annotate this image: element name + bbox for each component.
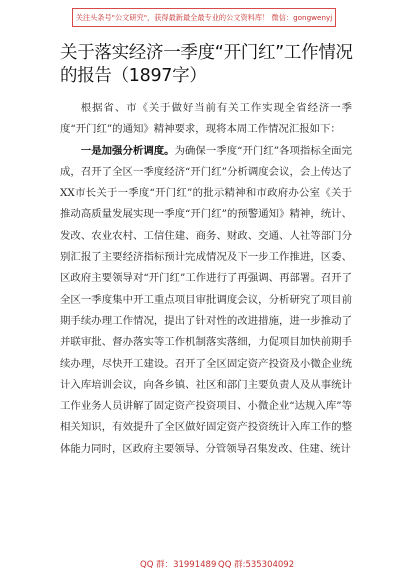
header-banner-text: 关注头条号"公文研究"，获得最新最全最专业的公文资料库！ 微信：gongwenyj: [75, 12, 333, 22]
footer-qq-group-1: QQ 群：31991489: [140, 560, 217, 570]
paragraph-lead: 一是加强分析调度。: [80, 144, 175, 157]
paragraph-intro-text: 根据省、市《关于做好当前有关工作实现全省经济一季度“开门红”的通知》精神要求，现将本周工作情况汇报如下：: [60, 102, 352, 136]
document-title: 关于落实经济一季度“开门红”工作情况的报告（1897字）: [60, 43, 353, 86]
header-banner: [72, 8, 336, 27]
footer-qq-group-2: QQ 群:535304092: [218, 560, 295, 570]
paragraph-analysis-text: 为确保一季度“开门红”各项指标全面完成，召开了全区一季度经济“开门红”分析调度会议，会上传达了XX市长关于一季度“开门红”的批示精神和市政府办公室《关于推动高质量发展实现一季度“开门红”的预警通知》精神，统计、发改、农业农村、工信住建、商务、财政、交通、人社等部门分别汇报了主要经济指标预计完成情况及下一步工作推进，区委、区政府主要领导对“开门红”工作进行了再强调、再部署。召开了全区一季度集中开工重点项目审批调度会议，分析研究了项目前期手续办理工作情况，提出了针对性的改进措施，进一步推动了并联审批、督办落实等工作机制落实落细，力促项目加快前期手续办理，尽快开工建设。召开了全区固定资产投资及小微企业统计入库培训会议，向各乡镇、社区和部门主要负责人及从事统计工作业务人员讲解了固定资产投资项目、小微企业“达规入库”等相关知识，有效提升了全区做好固定资产投资统计入库工作的整体能力同时，区政府主要领导、分管领导召集发改、住建、统计: [60, 144, 352, 455]
paragraph-intro: [60, 98, 352, 141]
document-body: [60, 98, 352, 460]
paragraph-analysis: [60, 141, 352, 460]
footer: [0, 558, 408, 572]
